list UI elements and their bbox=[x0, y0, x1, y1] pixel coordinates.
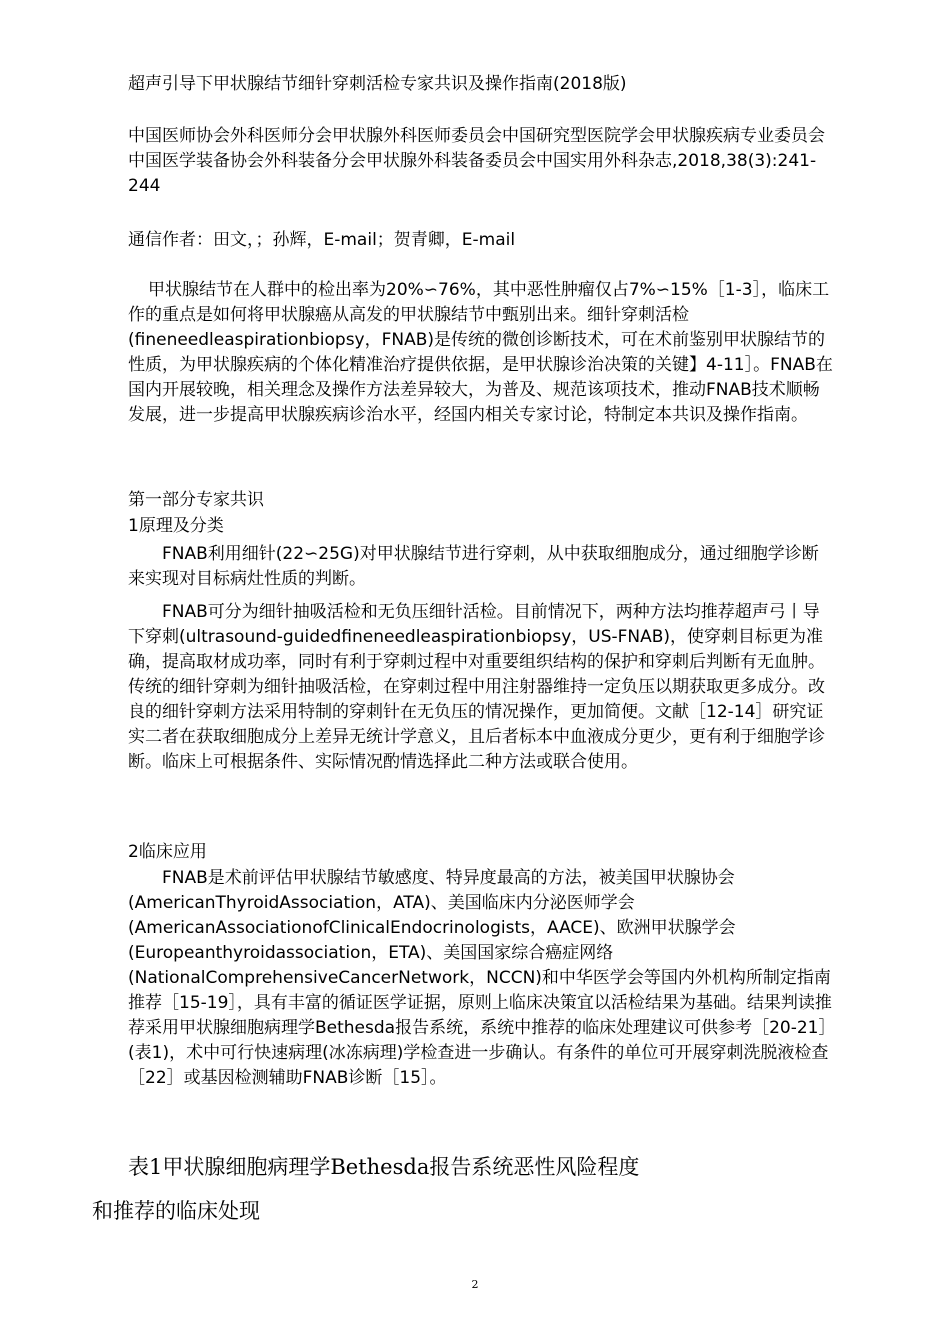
author-affiliations: 中国医师协会外科医师分会甲状腺外科医师委员会中国研究型医院学会甲状腺疾病专业委员会中国医学装备协会外科装备分会甲状腺外科装备委员会中国实用外科杂志,2018,38(3):241-244 bbox=[128, 126, 825, 196]
table-caption-line-2: 和推荐的临床处现 bbox=[92, 1199, 260, 1223]
section1-paragraph-1: FNAB利用细针(22∽25G)对甲状腺结节进行穿刺，从中获取细胞成分，通过细胞学诊断来实现对目标病灶性质的判断。 bbox=[128, 544, 819, 589]
section2-heading: 2临床应用 bbox=[128, 842, 207, 862]
page-number: 2 bbox=[471, 1278, 479, 1291]
section1-heading: 1原理及分类 bbox=[128, 516, 224, 536]
part1-heading: 第一部分专家共识 bbox=[128, 490, 264, 510]
section1-paragraph-2: FNAB可分为细针抽吸活检和无负压细针活检。目前情况下，两种方法均推荐超声弓丨导下穿刺(ultrasound-guidedfineneedleaspirationbiopsy，US-FNAB)，使穿刺目标更为准确，提高取材成功率，同时有利于穿刺过程中对重要组织结构的保护和穿刺后判断有无血肿。传统的细针穿刺为细针抽吸活检，在穿刺过程中用注射器维持一定负压以期获取更多成分。改良的细针穿刺方法采用特制的穿刺针在无负压的情况操作，更加简便。文献［12-14］研究证实二者在获取细胞成分上差异无统计学意义，且后者标本中血液成分更少，更有利于细胞学诊断。临床上可根据条件、实际情况酌情选择此二种方法或联合使用。 bbox=[128, 602, 825, 772]
document-title: 超声引导下甲状腺结节细针穿刺活检专家共识及操作指南(2018版) bbox=[128, 74, 627, 94]
corresponding-authors: 通信作者：田文，；孙辉，E-mail；贺青卿，E-mail bbox=[128, 230, 516, 250]
intro-paragraph: 甲状腺结节在人群中的检出率为20%∽76%，其中恶性肿瘤仅占7%∽15%［1-3］，临床工作的重点是如何将甲状腺癌从高发的甲状腺结节中甄别出来。细针穿刺活检(fineneedleaspirationbiopsy，FNAB)是传统的微创诊断技术，可在术前鉴别甲状腺结节的性质，为甲状腺疾病的个体化精准治疗提供依据，是甲状腺诊治决策的关键】4-11］。FNAB在国内开展较晚，相关理念及操作方法差异较大，为普及、规范该项技术，推动FNAB技术顺畅发展，进一步提高甲状腺疾病诊治水平，经国内相关专家讨论，特制定本共识及操作指南。 bbox=[128, 280, 833, 425]
section2-paragraph-1: FNAB是术前评估甲状腺结节敏感度、特异度最高的方法，被美国甲状腺协会(AmericanThyroidAssociation，ATA)、美国临床内分泌医师学会(AmericanAssociationofClinicalEndocrinologists，AACE)、欧洲甲状腺学会(Europeanthyroidassociation，ETA)、美国国家综合癌症网络(NationalComprehensiveCancerNetwork，NCCN)和中华医学会等国内外机构所制定指南推荐［15-19］，具有丰富的循证医学证据，原则上临床决策宜以活检结果为基础。结果判读推荐采用甲状腺细胞病理学Bethesda报告系统，系统中推荐的临床处理建议可供参考［20-21］(表1)，术中可行快速病理(冰冻病理)学检查进一步确认。有条件的单位可开展穿刺洗脱液检查［22］或基因检测辅助FNAB诊断［15］。 bbox=[128, 868, 832, 1088]
table-caption-line-1: 表1甲状腺细胞病理学Bethesda报告系统恶性风险程度 bbox=[128, 1155, 640, 1179]
